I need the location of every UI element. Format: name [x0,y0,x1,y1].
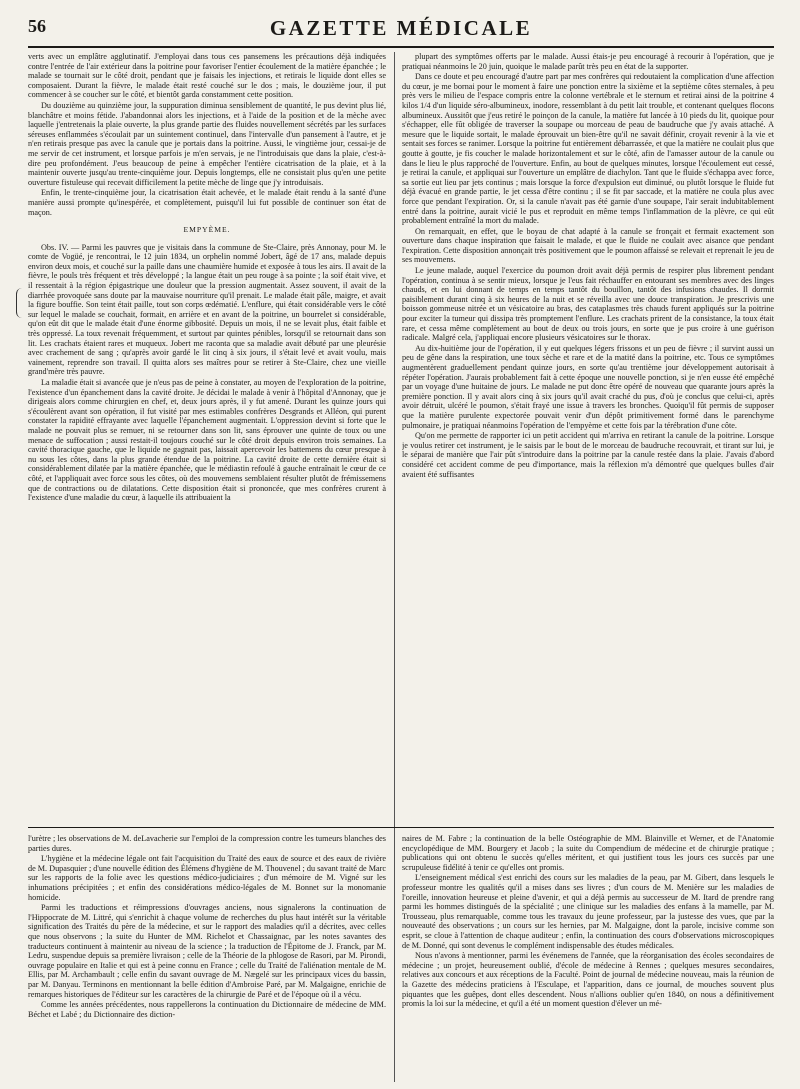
paragraph: Qu'on me permette de rapporter ici un petit accident qui m'arriva en retirant la canule de la poitrine. Lorsque je voulus retirer cet instrument, je le saisis par le bout de le morceau de baudruche recouvrait, et tirant sur lui, je le séparai de manière que l'air pût s'introduire dans la poitrine par la canule restée dans la plaie. J'avais d'abord considéré cet accident comme de peu d'importance, mais la réflexion m'a démontré que quelques bulles d'air avaient été suffisantes [402,431,774,479]
upper-left-column [28,52,386,824]
paragraph: L'hygiène et la médecine légale ont fait l'acquisition du Traité des eaux de source et des eaux de rivière de M. Dupasquier ; d'une nouvelle édition des Élémens d'hygiène de M. Thouvenel ; du savant traité de Marc sur les rapports de la folie avec les questions médico-judiciaires ; d'un mémoire de M. Vigné sur les inhumations précipitées ; et enfin des considérations médico-légales de M. Bonnet sur la monomanie homicide. [28,854,386,902]
paragraph: Le jeune malade, auquel l'exercice du poumon droit avait déjà permis de respirer plus librement pendant l'opération, continua à se sentir mieux, lorsque je l'eus fait réchauffer en entourant ses membres avec des linges chauds, et en lui donnant de temps en temps tantôt du bouillon, tantôt des infusions chaudes. Il dormit paisiblement durant cinq à six heures de la nuit et se réveilla avec une douce transpiration. Je prescrivis une boisson gommeuse nitrée et un vésicatoire au bras, des cataplasmes très chauds furent appliqués sur la poitrine pour exciter la tumeur qui dissipa très promptement l'enflure. Les crachats prirent de la consistance, la toux était rare, et cessa même complètement au bout de deux ou trois jours, en sorte que je pus croire à une guérison radicale. Malgré cela, j'appliquai encore plusieurs vésicatoires sur le thorax. [402,266,774,343]
paragraph: plupart des symptômes offerts par le malade. Aussi étais-je peu encouragé à recourir à l'opération, que je pratiquai néanmoins le 20 juin, quoique le malade parût très peu en état de la supporter. [402,52,774,71]
paragraph: Dans ce doute et peu encouragé d'autre part par mes confrères qui redoutaient la complication d'une affection du cœur, je me bornai pour le moment à faire une ponction entre la sixième et la septième côtes sternales, à peu près vers le milieu de l'espace compris entre la colonne vertébrale et le sternum et retirai ainsi de la poitrine 4 kilos 1/4 d'un liquide séro-albumineux, inodore, ressemblant à du petit lait trouble, et contenant quelques flocons albumineux. Aussitôt que j'eus retiré le poinçon de la canule, la matière fut lancée à 10 pieds du lit, quoique pour s'échapper, elle fût obligée de traverser la soupape ou morceau de peau de baudruche que j'y avais attaché. A mesure que le liquide sortait, le malade éprouvait un bien-être qu'il ne savait définir, croyait revenir à la vie et sentait ses forces se ranimer. Lorsque la poitrine fut entièrement débarrassée, et que la matière ne coulait plus que goutte à goutte, je fis coucher le malade horizontalement et sur le côté, afin de l'amasser autour de la canule ou dans le lieu le plus rapproché de l'ouverture. Enfin, au bout de quelques minutes, lorsque l'écoulement eut cessé, je retirai la canule, et appliquai sur l'ouverture un emplâtre de diachylon. Tant que le fluide s'échappa avec force, sa sortie eut lieu par jets continus ; mais lorsque la force d'expulsion eut diminué, ou plutôt lorsque le fluide fut déjà évacué en grande partie, le jet cessa d'être continu ; il se fit par saccade, et la matière ne coula plus avec force que pendant l'expiration. Or, si la canule n'avait pas été garnie d'une soupape, l'air serait indubitablement entré dans la poitrine, aurait vicié le pus et reproduit en même temps l'inflammation de la plèvre, ce qui eût probablement entraîné la mort du malade. [402,72,774,226]
case-paragraph: La maladie était si avancée que je n'eus pas de peine à constater, au moyen de l'exploration de la poitrine, l'existence d'un épanchement dans la cavité droite. Je décidai le malade à venir à l'hôpital d'Annonay, que je dirigeais alors comme chirurgien en chef, et, deux jours après, il y fut amené. Durant les quinze jours qui s'écoulèrent avant son opération, il fut visité par mes estimables confrères Desgrands et Alléon, qui purent constater la rapidité effrayante avec laquelle l'épanchement augmentait. L'oppression devint si forte que le malade ne pouvait plus se remuer, ni se retourner dans son lit, sans éprouver une quinte de toux ou une menace de suffocation ; aussi restait-il toujours couché sur le côté droit depuis environ trois semaines. La cavité thoracique gauche, que le liquide ne gagnait pas, laissait apercevoir les battemens du cœur presque à nu sous les côtes, dans la plus grande étendue de la poitrine. La cavité droite de cette dernière était si considérablement dilatée par la matière épanchée, que le médiastin refoulé à gauche entraînait le cœur de ce côté, et l'appliquait avec force sous les côtes, où des mouvemens semblaient résulter plutôt de frémissemens que de contractions ou de dilatations. Cette disposition était si prononcée, que mes confrères crurent à l'existence d'une maladie du cœur, à laquelle ils attribuaient la [28,378,386,503]
paragraph: Du douzième au quinzième jour, la suppuration diminua sensiblement de quantité, le pus devint plus lié, blanchâtre et moins fétide. J'abandonnai alors les injections, et à l'aide de la position et de la mèche avec laquelle j'entretenais la plaie ouverte, la plus grande partie des fluides nouvellement sécrétés par les surfaces séreuses enflammées s'écoulait par un suintement continuel, dans l'intervalle d'un pansement à l'autre, et je n'en retirais presque pas avec la canule que je portais dans la poitrine. Aussi, le vingtième jour, cessai-je de me servir de cet instrument, et lorsque parfois je m'en servais, je ne l'introduisais que dans la plaie, c'est-à-dire peu profondément. J'eus beaucoup de peine à empêcher l'entière cicatrisation de la plaie, et à la maintenir ouverte jusqu'au trente-cinquième jour. Depuis longtemps, elle ne consistait plus qu'en une petite ouverture fistuleuse qui recevait difficilement la petite mèche de linge que j'y introduisais. [28,100,386,187]
section-rule [28,827,774,828]
paragraph: L'enseignement médical s'est enrichi des cours sur les maladies de la peau, par M. Gibert, dans lesquels le professeur montre les qualités qu'il a mises dans ses livres ; d'un cours de M. Menière sur les maladies de l'oreille, innovation heureuse et pleine d'avenir, et qui a déjà permis au successeur de M. Itard de prendre rang parmi les hommes distingués de la spécialité ; une clinique sur les maladies des enfans à la mamelle, par M. Trousseau, plus remarquable, comme tous les travaux du jeune professeur, par la justesse des vues, que par la nouveauté des observations ; un cours sur les hernies, par M. Malgaigne, dont la parole, incisive comme son esprit, se cloue à l'attention de chaque auditeur ; enfin, la continuation des cours d'observations microscopiques de M. Donné, qui sont devenus le complément indispensable des études médicales. [402,873,774,950]
lower-left-column [28,834,386,1082]
paragraph: Comme les années précédentes, nous rappellerons la continuation du Dictionnaire de médecine de MM. Béchet et Labé ; du Dictionnaire des diction- [28,1000,386,1019]
upper-right-column [402,52,774,824]
journal-title: GAZETTE MÉDICALE [269,16,533,40]
paragraph: Parmi les traductions et réimpressions d'ouvrages anciens, nous signalerons la continuation de l'Hippocrate de M. Littré, qui s'enrichit à chaque volume de recherches du plus haut intérêt sur la véritable signification des Traités du père de la médecine, et sur le rapport des maladies qu'il a décrites, avec celles que nous observons ; la suite du Hunter de MM. Richelot et Chassaignac, par les notes savantes des traducteurs continuent à maintenir au niveau de la science ; la traduction de l'Épitome de J. Franck, par M. Ledru, suspendue depuis sa première livraison ; celle de la Théorie de la phlogose de Rasori, par M. Pirondi, ouvrage populaire en Italie et qui est à peine connu en France ; celle du Traité de l'aliénation mentale de M. Ellis, par M. Archambault ; celle enfin du savant ouvrage de M. Nægelé sur les principaux vices du bassin, par M. Danyau. Terminons en mentionnant la belle édition d'Ambroise Paré, par M. Malgaigne, enrichie de remarques historiques de l'éditeur sur les caractères de la chirurgie de Paré et de l'époque où il a vécu. [28,903,386,999]
lower-right-column [402,834,774,1082]
page-number: 56 [28,16,46,36]
header-rule [28,46,774,48]
paragraph: l'urètre ; les observations de M. deLavacherie sur l'emploi de la compression contre les tumeurs blanches des parties dures. [28,834,386,853]
paragraph: Nous n'avons à mentionner, parmi les événemens de l'année, que la réorganisation des écoles secondaires de médecine ; un projet, heureusement oublié, d'école de médecine à Rennes ; quelques mesures secondaires, relatives aux concours et aux réceptions de la Faculté. Point de journal de médecine nouveau, mais la réunion de la Gazette des médecins praticiens à l'Esculape, et l'apparition, dans ce journal, de mouches souvent plus piquantes que les guêpes, dont elles descendent. Nous n'allions oublier qu'en 1840, on nous a définitivement promis la loi sur la médecine, et qu'il a été un moment question d'élever un mé- [402,951,774,1009]
column-divider [394,52,395,1082]
section-title: EMPYÈME. [183,225,231,235]
paragraph: naires de M. Fabre ; la continuation de la belle Ostéographie de MM. Blainville et Werner, et de l'Anatomie encyclopédique de MM. Bourgery et Jacob ; la suite du Compendium de médecine et de chirurgie pratique ; publications qui ont obtenu le succès qu'elles méritent, et qui justifient tous les jours ces succès par une scrupuleuse fidélité à tenir ce qu'elles ont promis. [402,834,774,872]
paragraph: On remarquait, en effet, que le boyau de chat adapté à la canule se fronçait et fermait exactement son ouverture dans chaque inspiration que faisait le malade, et que le fluide ne coulait avec aisance que pendant l'expiration. Cette disposition annonçait très positivement que le poumon affaissé se relevait et reprenait le jeu de ses mouvemens. [402,226,774,265]
page-header [28,14,774,46]
paragraph: Enfin, le trente-cinquième jour, la cicatrisation était achevée, et le malade était rendu à la santé d'une manière aussi prompte qu'inespérée, et complètement, puisqu'il lui fut possible de continuer son état de maçon. [28,188,386,217]
paragraph: verts avec un emplâtre agglutinatif. J'employai dans tous ces pansemens les précautions déjà indiquées contre l'entrée de l'air extérieur dans la poitrine pour favoriser l'entier écoulement de la matière épanchée ; le malade se tournait sur le côté droit, pendant que je faisais les injections, et retirais le liquide dont elles se composaient. Durant la fièvre, le malade était resté couché sur le dos ; mais, le douzième jour, il put commencer à se coucher sur le côté, et bientôt garda constamment cette position. [28,52,386,100]
handwritten-bracket-mark [16,288,27,318]
paragraph: Au dix-huitième jour de l'opération, il y eut quelques légers frissons et un peu de fièvre ; il survint aussi un peu de gêne dans la respiration, une toux sèche et rare et de la matité dans la poitrine, etc. Tous ce symptômes augmentèrent graduellement pendant quinze jours, en sorte qu'au trentième jour développement autorisait à répéter l'opération. J'aurais probablement fait à cette époque une nouvelle ponction, si je n'en eusse été empêché par un voyage d'une huitaine de jours. Le malade ne put donc être opéré de nouveau que quarante jours après la première ponction. Il y avait alors cinq à six jours qu'il avait craché du pus, d'où je conclus que celui-ci, après avoir détruit, ulcéré le poumon, s'était frayé une issue à travers les bronches. Quoiqu'il fût permis de supposer que la matière purulente expectorée pouvait venir d'un dépôt primitivement formé dans le parenchyme pulmonaire, je pratiquai néanmoins l'opération de l'empyème et cette fois par la térébration d'une côte. [402,343,774,430]
case-paragraph: Obs. IV. — Parmi les pauvres que je visitais dans la commune de Ste-Claire, près Annonay, pour M. le comte de Vogüé, je rencontrai, le 12 juin 1834, un orphelin nommé Jobert, âgé de 17 ans, malade depuis environ deux mois, et couché sur la paille dans une chaumière humide et exposée à tous les airs. Il avait de la fièvre, le pouls très fréquent et très développé ; la langue était un peu rouge à sa pointe ; la soif était vive, et il ressentait à la région épigastrique une douleur que la pression augmentait. Assez souvent, il avait de la diarrhée provoquée sans doute par la mauvaise nourriture qu'il prenait. Le malade était pâle, maigre, et avait la figure bouffie. Son teint était paille, tout son corps œdématié. L'enflure, qui était considérable vers le côté sur lequel le malade se couchait, formait, en arrière et en avant de la poitrine, un bourrelet si considérable, qu'on eût dit que le malade était d'une énorme gibbosité. Depuis un mois, il ne se levait plus, était faible et très oppressé. La toux revenait fréquemment, et surtout par quintes pénibles, lorsqu'il se retournait dans son lit. Les crachats étaient rares et muqueux. Jobert me raconta que sa maladie avait débuté par une pleurésie avec crachement de sang ; qu'après avoir gardé le lit cinq à six jours, il s'était levé et avait voulu, mais vainement, reprendre son travail. Il quitta alors ses maîtres pour se retirer à Ste-Claire, chez une vieille grand'mère très pauvre. [28,242,386,377]
